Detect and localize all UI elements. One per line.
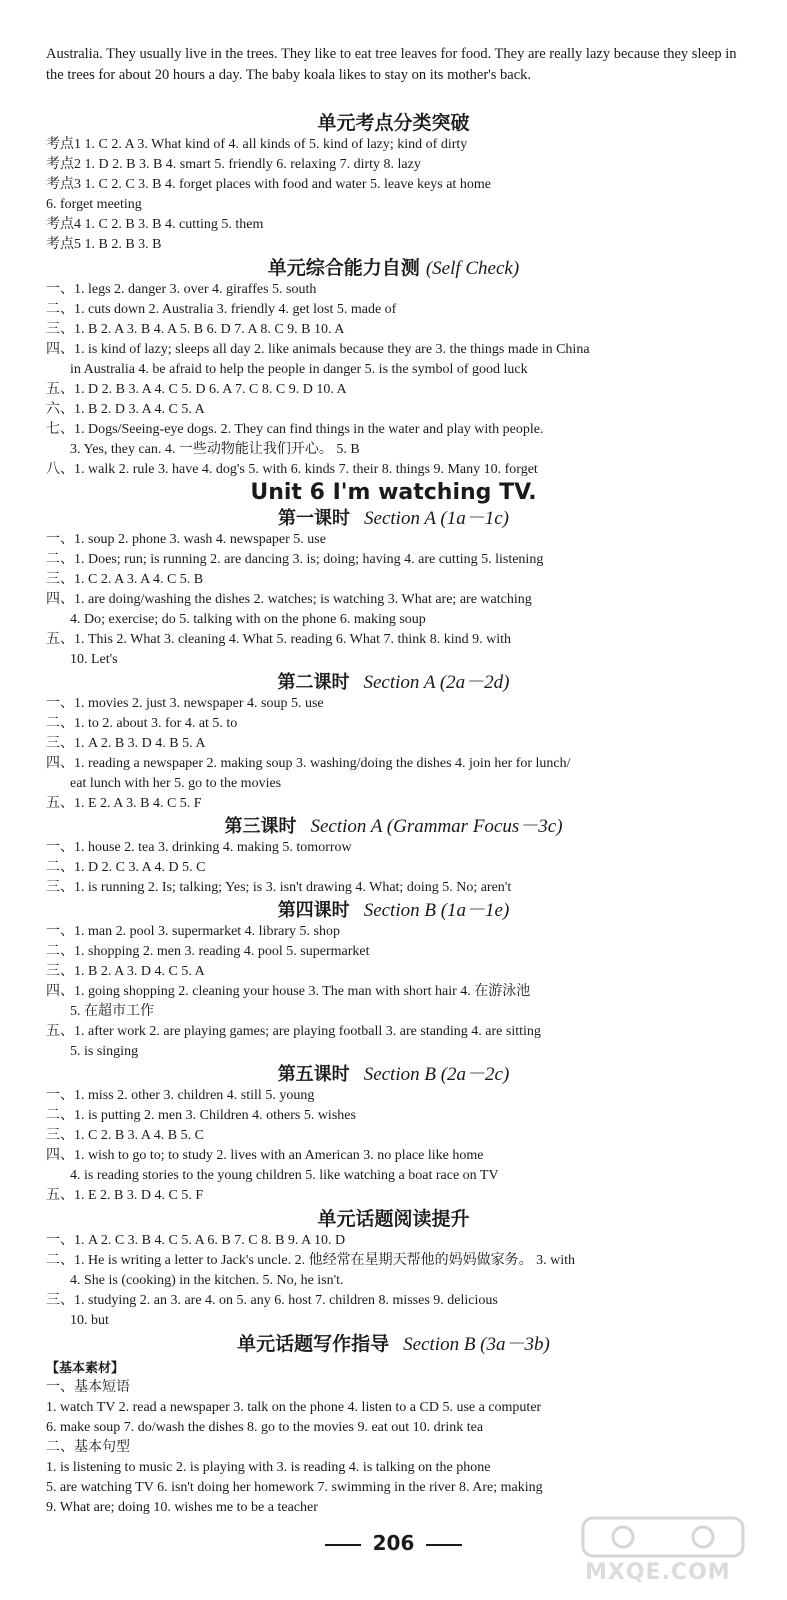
answer-line: 一、1. miss 2. other 3. children 4. still 5. young	[46, 1088, 315, 1103]
answer-line: 考点5 1. B 2. B 3. B	[46, 237, 162, 252]
answer-line: 一、1. A 2. C 3. B 4. C 5. A 6. B 7. C 8. B 9. A 10. D	[46, 1233, 346, 1248]
watermark-logo	[563, 1512, 763, 1592]
answer-line: 二、1. Does; run; is running 2. are dancing 3. is; doing; having 4. are cutting 5. listening	[46, 552, 544, 567]
answer-line: 10. but	[70, 1313, 109, 1328]
answer-line: 5. are watching TV 6. isn't doing her homework 7. swimming in the river 8. Are; making	[46, 1480, 543, 1495]
answer-line: 考点2 1. D 2. B 3. B 4. smart 5. friendly 6. relaxing 7. dirty 8. lazy	[46, 157, 421, 172]
intro-paragraph: Australia. They usually live in the trees. They like to eat tree leaves for food. They are really lazy because they sleep in the trees for about 20 hours a day. The baby koala likes to stay on its mother's back.	[46, 46, 737, 83]
answer-line: 一、1. movies 2. just 3. newspaper 4. soup 5. use	[46, 696, 324, 711]
answer-line: 四、1. going shopping 2. cleaning your house 3. The man with short hair 4. 在游泳池	[46, 984, 531, 999]
section-subtitle: (Self Check)	[425, 258, 520, 279]
answer-line: 四、1. are doing/washing the dishes 2. watches; is watching 3. What are; are watching	[46, 592, 532, 607]
section-title: 单元综合能力自测	[267, 257, 420, 279]
answer-line: 一、1. legs 2. danger 3. over 4. giraffes 5. south	[46, 282, 317, 297]
answer-line: 五、1. E 2. B 3. D 4. C 5. F	[46, 1188, 204, 1203]
answer-line: 一、1. soup 2. phone 3. wash 4. newspaper 5. use	[46, 532, 326, 547]
answer-line: 9. What are; doing 10. wishes me to be a teacher	[46, 1500, 318, 1515]
answer-line: 6. make soup 7. do/wash the dishes 8. go to the movies 9. eat out 10. drink tea	[46, 1420, 484, 1435]
lesson-heading-period-4	[0, 898, 787, 924]
answer-line: 五、1. after work 2. are playing games; are playing football 3. are standing 4. are sitting	[46, 1024, 541, 1039]
answer-line: 三、1. is running 2. Is; talking; Yes; is 3. isn't drawing 4. What; doing 5. No; aren't	[46, 880, 512, 895]
lesson-section: Section A (1a－1c)	[364, 508, 509, 529]
lesson-heading-period-5	[0, 1062, 787, 1088]
answer-line: 六、1. B 2. D 3. A 4. C 5. A	[46, 402, 205, 417]
lesson-heading-period-3	[0, 814, 787, 840]
answer-line: 考点1 1. C 2. A 3. What kind of 4. all kinds of 5. kind of lazy; kind of dirty	[46, 137, 468, 152]
lesson-heading-period-1	[0, 506, 787, 532]
lesson-section: Section B (2a－2c)	[363, 1064, 510, 1085]
unit-title: Unit 6 I'm watching TV.	[250, 480, 537, 505]
answer-line: 二、基本句型	[46, 1440, 130, 1455]
answer-line: 三、1. A 2. B 3. D 4. B 5. A	[46, 736, 206, 751]
answer-line: 考点3 1. C 2. C 3. B 4. forget places with food and water 5. leave keys at home	[46, 177, 491, 192]
answer-line: 三、1. B 2. A 3. D 4. C 5. A	[46, 964, 205, 979]
answer-line: 二、1. D 2. C 3. A 4. D 5. C	[46, 860, 206, 875]
lesson-title: 第二课时	[277, 672, 350, 693]
answer-line: 4. She is (cooking) in the kitchen. 5. No, he isn't.	[70, 1273, 344, 1288]
answer-line: 二、1. is putting 2. men 3. Children 4. others 5. wishes	[46, 1108, 356, 1123]
watermark-badge-icon	[563, 1512, 763, 1562]
section-heading-self-check	[0, 255, 787, 282]
answer-line: 考点4 1. C 2. B 3. B 4. cutting 5. them	[46, 217, 264, 232]
answer-line: 七、1. Dogs/Seeing-eye dogs. 2. They can find things in the water and play with people.	[46, 422, 544, 437]
answer-line: 一、1. man 2. pool 3. supermarket 4. library 5. shop	[46, 924, 340, 939]
answer-line: 三、1. C 2. B 3. A 4. B 5. C	[46, 1128, 204, 1143]
answer-line: 四、1. wish to go to; to study 2. lives with an American 3. no place like home	[46, 1148, 484, 1163]
answer-line: 四、1. is kind of lazy; sleeps all day 2. like animals because they are 3. the things made in China	[46, 342, 590, 357]
lesson-section: Section A (Grammar Focus－3c)	[310, 816, 563, 837]
answer-line: 二、1. to 2. about 3. for 4. at 5. to	[46, 716, 238, 731]
answer-line: 四、1. reading a newspaper 2. making soup 3. washing/doing the dishes 4. join her for lunch/	[46, 756, 571, 771]
section-heading-unit-test-points: 单元考点分类突破	[317, 112, 470, 134]
answer-line: 二、1. shopping 2. men 3. reading 4. pool 5. supermarket	[46, 944, 370, 959]
answer-line: 二、1. cuts down 2. Australia 3. friendly 4. get lost 5. made of	[46, 302, 397, 317]
page-number-text: 206	[372, 1531, 415, 1555]
answer-line: 1. is listening to music 2. is playing with 3. is reading 4. is talking on the phone	[46, 1460, 491, 1475]
lesson-section: Section A (2a－2d)	[363, 672, 510, 693]
answer-line: 4. is reading stories to the young children 5. like watching a boat race on TV	[70, 1168, 499, 1183]
answer-line: 五、1. E 2. A 3. B 4. C 5. F	[46, 796, 202, 811]
section-title: 单元话题写作指导	[237, 1333, 390, 1355]
section-heading-writing	[0, 1331, 787, 1358]
answer-line: 1. watch TV 2. read a newspaper 3. talk on the phone 4. listen to a CD 5. use a computer	[46, 1400, 542, 1415]
answer-line: 三、1. C 2. A 3. A 4. C 5. B	[46, 572, 204, 587]
lesson-heading-period-2	[0, 670, 787, 696]
answer-line: eat lunch with her 5. go to the movies	[70, 776, 282, 791]
answer-line: 6. forget meeting	[46, 197, 142, 212]
section-heading-reading: 单元话题阅读提升	[317, 1208, 470, 1230]
lesson-title: 第三课时	[224, 816, 297, 837]
answer-line: 3. Yes, they can. 4. 一些动物能让我们开心。 5. B	[70, 442, 360, 457]
watermark-url: MXQE.COM	[585, 1560, 731, 1585]
basic-materials-label: 【基本素材】	[46, 1361, 125, 1376]
answer-line: 三、1. studying 2. an 3. are 4. on 5. any 6. host 7. children 8. misses 9. delicious	[46, 1293, 498, 1308]
lesson-title: 第四课时	[277, 900, 350, 921]
lesson-section: Section B (1a－1e)	[363, 900, 510, 921]
answer-line: 4. Do; exercise; do 5. talking with on the phone 6. making soup	[70, 612, 426, 627]
answer-line: 一、基本短语	[46, 1380, 130, 1395]
answer-line: 三、1. B 2. A 3. B 4. A 5. B 6. D 7. A 8. C 9. B 10. A	[46, 322, 345, 337]
answer-line: 二、1. He is writing a letter to Jack's uncle. 2. 他经常在星期天帮他的妈妈做家务。 3. with	[46, 1253, 576, 1268]
answer-line: 5. is singing	[70, 1044, 139, 1059]
answer-line: 五、1. This 2. What 3. cleaning 4. What 5. reading 6. What 7. think 8. kind 9. with	[46, 632, 512, 647]
answer-line: 5. 在超市工作	[70, 1004, 154, 1019]
section-subtitle: Section B (3a－3b)	[403, 1334, 550, 1355]
lesson-title: 第五课时	[277, 1064, 350, 1085]
answer-line: 一、1. house 2. tea 3. drinking 4. making 5. tomorrow	[46, 840, 352, 855]
lesson-title: 第一课时	[278, 508, 351, 529]
answer-line: 八、1. walk 2. rule 3. have 4. dog's 5. with 6. kinds 7. their 8. things 9. Many 10. forget	[46, 462, 538, 477]
answer-line: in Australia 4. be afraid to help the people in danger 5. is the symbol of good luck	[70, 362, 528, 377]
answer-line: 五、1. D 2. B 3. A 4. C 5. D 6. A 7. C 8. C 9. D 10. A	[46, 382, 347, 397]
answer-line: 10. Let's	[70, 652, 118, 667]
